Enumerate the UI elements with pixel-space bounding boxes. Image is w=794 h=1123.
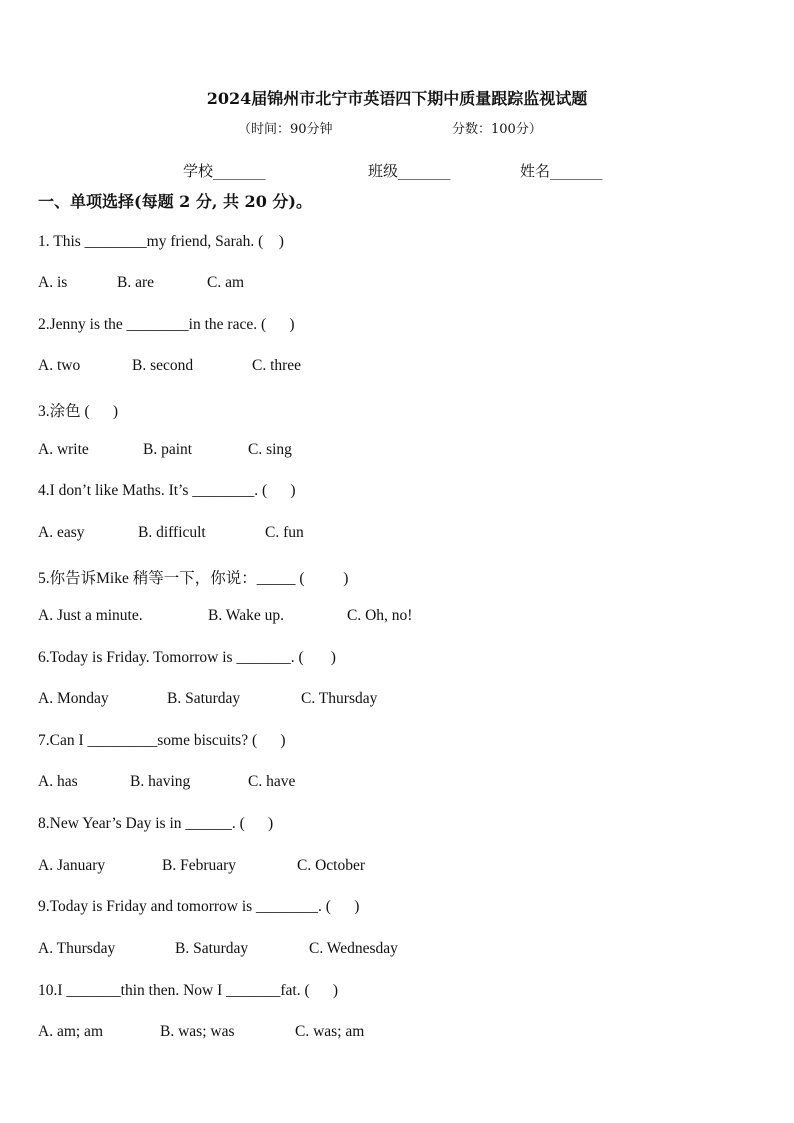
option-3b: B. paint: [143, 441, 193, 458]
option-1a: A. is: [38, 274, 68, 291]
school-field: 学校_______: [183, 162, 266, 180]
exam-time: （时间：90分钟: [238, 122, 333, 137]
option-7b: B. having: [130, 773, 191, 790]
option-6c: C. Thursday: [301, 690, 378, 707]
section-heading: 一、单项选择(每题 2 分, 共 20 分)。: [38, 192, 312, 211]
option-6b: B. Saturday: [167, 690, 241, 707]
option-8c: C. October: [297, 857, 366, 874]
option-6a: A. Monday: [38, 690, 109, 707]
question-10: 10.I _______thin then. Now I _______fat. ( ): [38, 982, 339, 999]
option-5b: B. Wake up.: [208, 607, 284, 624]
question-5: 5.你告诉Mike 稍等一下，你说：_____ ( ): [38, 570, 349, 587]
option-9a: A. Thursday: [38, 940, 116, 957]
class-field: 班级_______: [368, 162, 451, 180]
option-7c: C. have: [248, 773, 296, 790]
question-2: 2.Jenny is the ________in the race. ( ): [38, 316, 295, 333]
option-9b: B. Saturday: [175, 940, 249, 957]
exam-title: 2024届锦州市北宁市英语四下期中质量跟踪监视试题: [206, 89, 588, 108]
option-5a: A. Just a minute.: [38, 607, 143, 624]
question-8: 8.New Year’s Day is in ______. ( ): [38, 815, 274, 832]
question-6: 6.Today is Friday. Tomorrow is _______. ( ): [38, 649, 336, 666]
question-1: 1. This ________my friend, Sarah. ( ): [38, 233, 284, 250]
option-9c: C. Wednesday: [309, 940, 398, 957]
option-7a: A. has: [38, 773, 78, 790]
option-5c: C. Oh, no!: [347, 607, 413, 624]
question-3: 3.涂色 ( ): [38, 403, 119, 420]
question-4: 4.I don’t like Maths. It’s ________. ( ): [38, 482, 296, 499]
option-3a: A. write: [38, 441, 89, 458]
option-10a: A. am; am: [38, 1023, 103, 1040]
option-8b: B. February: [162, 857, 237, 874]
option-2b: B. second: [132, 357, 194, 374]
option-8a: A. January: [38, 857, 106, 874]
question-7: 7.Can I _________some biscuits? ( ): [38, 732, 286, 749]
question-9: 9.Today is Friday and tomorrow is ________. ( ): [38, 898, 360, 915]
name-field: 姓名_______: [520, 162, 603, 180]
option-10c: C. was; am: [295, 1023, 365, 1040]
option-3c: C. sing: [248, 441, 292, 458]
option-1c: C. am: [207, 274, 245, 291]
option-1b: B. are: [117, 274, 155, 291]
exam-score: 分数：100分）: [452, 122, 542, 137]
option-4a: A. easy: [38, 524, 85, 541]
option-2c: C. three: [252, 357, 302, 374]
option-4c: C. fun: [265, 524, 304, 541]
option-4b: B. difficult: [138, 524, 206, 541]
option-2a: A. two: [38, 357, 81, 374]
option-10b: B. was; was: [160, 1023, 235, 1040]
